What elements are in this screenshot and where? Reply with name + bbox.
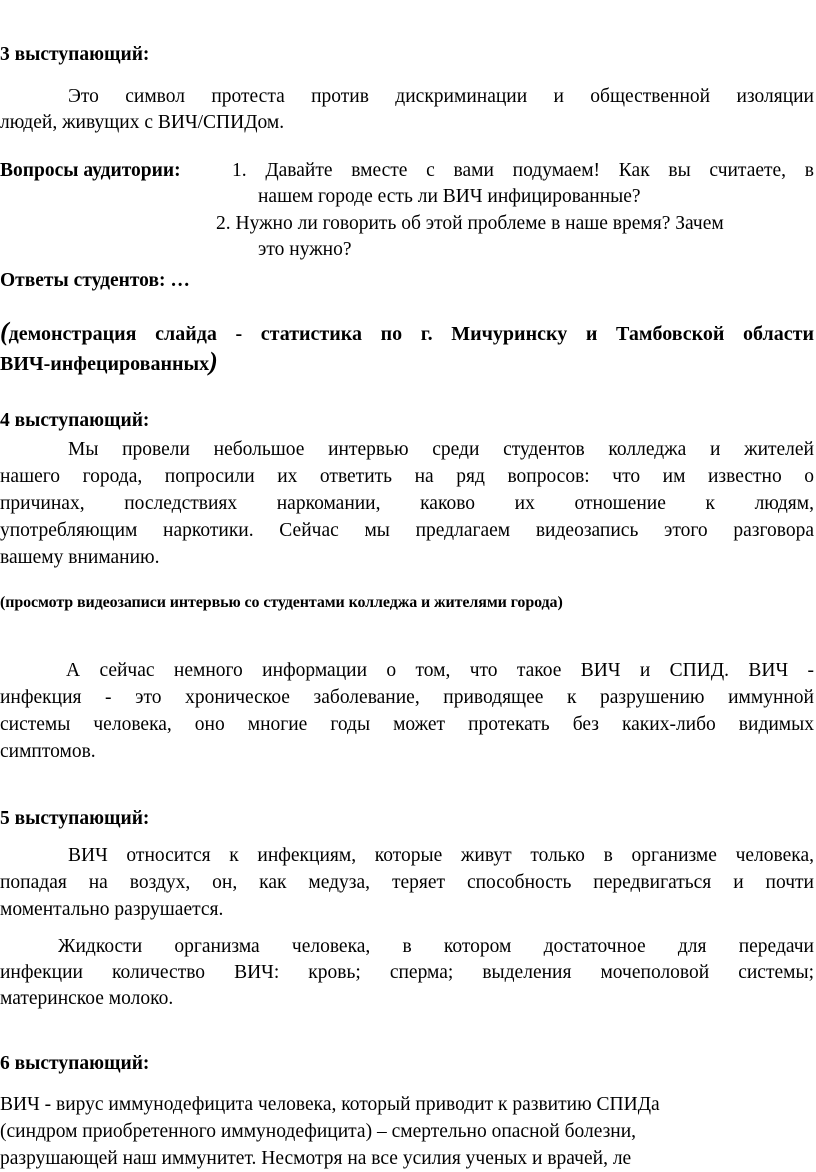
student-answers: Ответы студентов: … — [0, 270, 190, 291]
hiv-info-line-3: системы человека, оно многие годы может протекать без каких-либо видимых — [0, 714, 814, 735]
speaker-5-p2-line-2: инфекции количество ВИЧ: кровь; сперма; выделения мочеполовой системы; — [0, 962, 814, 983]
slide-note-line-2: ВИЧ-инфецированных — [0, 353, 210, 375]
audience-questions-label: Вопросы аудитории: — [0, 160, 181, 181]
speaker-5-p1-line-1: ВИЧ относится к инфекциям, которые живут только в организме человека, — [68, 845, 814, 866]
speaker-3-line-1: Это символ протеста против дискриминации и общественной изоляции — [68, 86, 814, 107]
question-1-line-2: нашем городе есть ли ВИЧ инфицированные? — [258, 186, 641, 207]
hiv-info-line-1: А сейчас немного информации о том, что такое ВИЧ и СПИД. ВИЧ - — [66, 660, 814, 681]
speaker-4-line-5: вашему вниманию. — [0, 547, 160, 568]
speaker-4-line-4: употребляющим наркотики. Сейчас мы предлагаем видеозапись этого разговора — [0, 520, 814, 541]
slide-note — [0, 318, 814, 378]
speaker-3-heading: 3 выступающий: — [0, 44, 150, 65]
slide-note-line-1: демонстрация слайда - статистика по г. Мичуринску и Тамбовской области — [8, 323, 814, 345]
speaker-4-heading: 4 выступающий: — [0, 410, 150, 431]
speaker-5-p2-line-1: Жидкости организма человека, в котором достаточное для передачи — [58, 936, 814, 957]
speaker-6-line-1: ВИЧ - вирус иммунодефицита человека, который приводит к развитию СПИДа — [0, 1094, 660, 1115]
open-paren: ( — [0, 317, 9, 346]
speaker-4-line-3: причинах, последствиях наркомании, каково их отношение к людям, — [0, 493, 814, 514]
hiv-info-line-4: симптомов. — [0, 741, 96, 762]
speaker-5-p1-line-2: попадая на воздух, он, как медуза, теряет способность передвигаться и почти — [0, 872, 814, 893]
speaker-4-line-1: Мы провели небольшое интервью среди студентов колледжа и жителей — [68, 439, 814, 460]
speaker-5-p2-line-3: материнское молоко. — [0, 988, 174, 1009]
close-paren: ) — [209, 347, 218, 376]
video-note: (просмотр видеозаписи интервью со студентами колледжа и жителями города) — [0, 594, 563, 611]
speaker-6-heading: 6 выступающий: — [0, 1053, 150, 1074]
speaker-6-line-3: разрушающей наш иммунитет. Несмотря на все усилия ученых и врачей, ле — [0, 1148, 632, 1169]
speaker-5-heading: 5 выступающий: — [0, 808, 150, 829]
speaker-4-line-2: нашего города, попросили их ответить на ряд вопросов: что им известно о — [0, 466, 814, 487]
speaker-6-line-2: (синдром приобретенного иммунодефицита) – смертельно опасной болезни, — [0, 1121, 637, 1142]
question-2-line-2: это нужно? — [258, 239, 352, 260]
audience-questions — [0, 158, 814, 207]
speaker-5-p1-line-3: моментально разрушается. — [0, 899, 224, 920]
hiv-info-line-2: инфекция - это хроническое заболевание, приводящее к разрушению иммунной — [0, 687, 814, 708]
speaker-3-line-2: людей, живущих с ВИЧ/СПИДом. — [0, 112, 285, 133]
question-2-line-1: 2. Нужно ли говорить об этой проблеме в наше время? Зачем — [216, 213, 724, 234]
question-1-line-1: 1. Давайте вместе с вами подумаем! Как вы считаете, в — [232, 160, 814, 181]
